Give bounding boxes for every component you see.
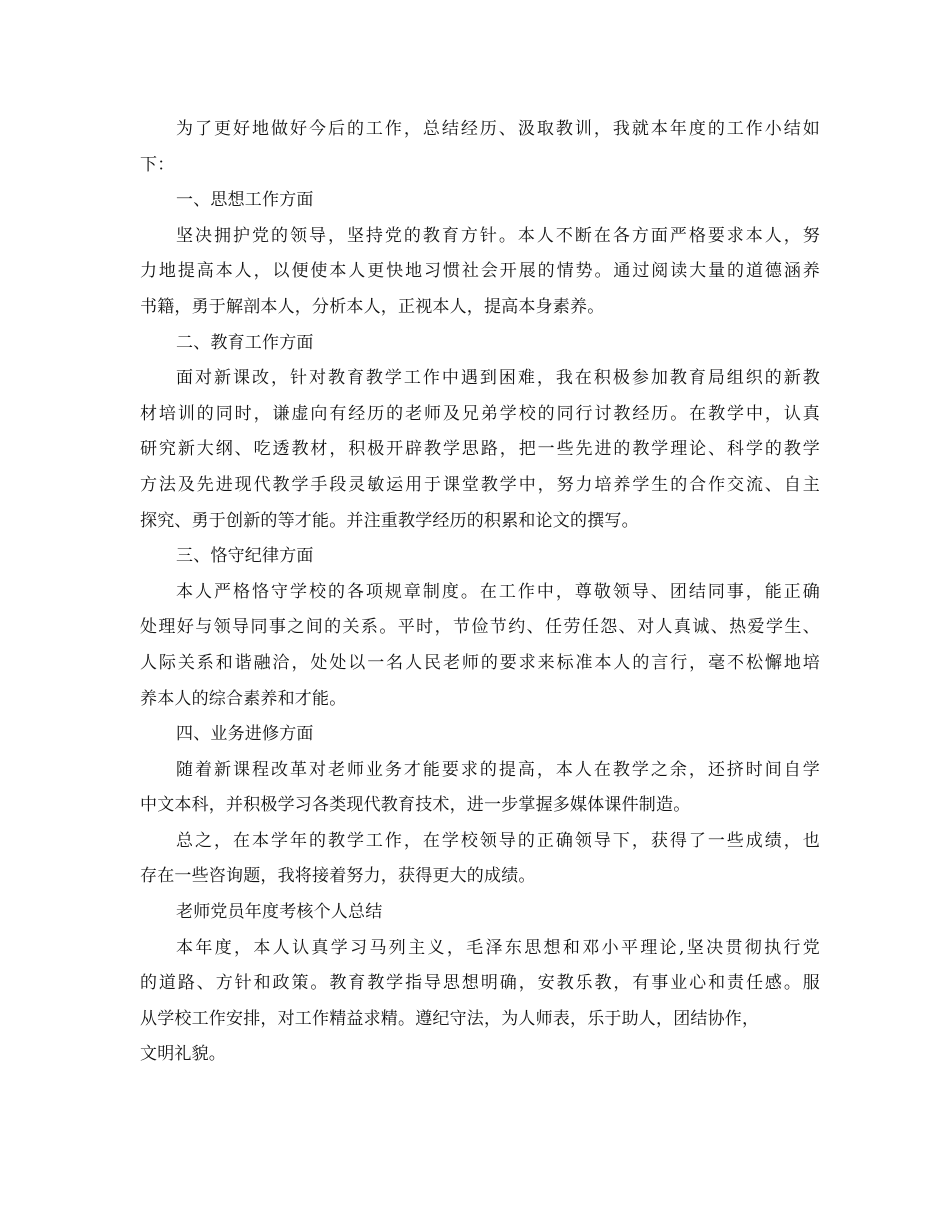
paragraph-line: 方法及先进现代教学手段灵敏运用于课堂教学中，努力培养学生的合作交流、自主 bbox=[140, 474, 820, 495]
paragraph-line: 的道路、方针和政策。教育教学指导思想明确，安教乐教，有事业心和责任感。服 bbox=[140, 973, 820, 994]
document-body bbox=[140, 112, 820, 1073]
paragraph-line: 下： bbox=[140, 154, 175, 175]
paragraph-line: 研究新大纲、吃透教材，积极开辟教学思路，把一些先进的教学理论、科学的教学 bbox=[140, 439, 820, 460]
paragraph-line: 书籍，勇于解剖本人，分析本人，正视本人，提高本身素养。 bbox=[140, 296, 605, 317]
paragraph-line: 本人严格恪守学校的各项规章制度。在工作中，尊敬领导、团结同事，能正确 bbox=[176, 581, 820, 602]
section-heading: 一、思想工作方面 bbox=[176, 190, 314, 211]
section-heading: 二、教育工作方面 bbox=[176, 332, 314, 353]
paragraph-line: 为了更好地做好今后的工作，总结经历、汲取教训，我就本年度的工作小结如 bbox=[176, 119, 820, 139]
paragraph-line: 材培训的同时，谦虚向有经历的老师及兄弟学校的同行讨教经历。在教学中，认真 bbox=[140, 403, 820, 424]
paragraph-line: 总之，在本学年的教学工作，在学校领导的正确领导下，获得了一些成绩，也 bbox=[176, 830, 820, 851]
paragraph-line: 探究、勇于创新的等才能。并注重教学经历的积累和论文的撰写。 bbox=[140, 510, 639, 531]
paragraph-line: 文明礼貌。 bbox=[140, 1044, 226, 1065]
section-heading: 四、业务进修方面 bbox=[176, 724, 314, 745]
paragraph-line: 面对新课改，针对教育教学工作中遇到困难，我在积极参加教育局组织的新教 bbox=[176, 368, 820, 389]
document-subtitle: 老师党员年度考核个人总结 bbox=[176, 902, 383, 923]
paragraph-line: 从学校工作安排，对工作精益求精。遵纪守法，为人师表，乐于助人，团结协作， bbox=[140, 1008, 760, 1029]
paragraph-line: 中文本科，并积极学习各类现代教育技术，进一步掌握多媒体课件制造。 bbox=[140, 795, 691, 816]
paragraph-line: 养本人的综合素养和才能。 bbox=[140, 688, 347, 709]
paragraph-line: 随着新课程改革对老师业务才能要求的提高，本人在教学之余，还挤时间自学 bbox=[176, 759, 820, 780]
paragraph-line: 本年度，本人认真学习马列主义，毛泽东思想和邓小平理论,坚决贯彻执行党 bbox=[176, 937, 820, 958]
paragraph-line: 人际关系和谐融洽，处处以一名人民老师的要求来标准本人的言行，毫不松懈地培 bbox=[140, 652, 820, 673]
paragraph-line: 处理好与领导同事之间的关系。平时，节俭节约、任劳任怨、对人真诚、热爱学生、 bbox=[140, 617, 820, 638]
section-heading: 三、恪守纪律方面 bbox=[176, 546, 314, 567]
paragraph-line: 力地提高本人，以便使本人更快地习惯社会开展的情势。通过阅读大量的道德涵养 bbox=[140, 261, 820, 282]
paragraph-line: 存在一些咨询题，我将接着努力，获得更大的成绩。 bbox=[140, 866, 536, 887]
paragraph-line: 坚决拥护党的领导，坚持党的教育方针。本人不断在各方面严格要求本人，努 bbox=[176, 225, 820, 246]
